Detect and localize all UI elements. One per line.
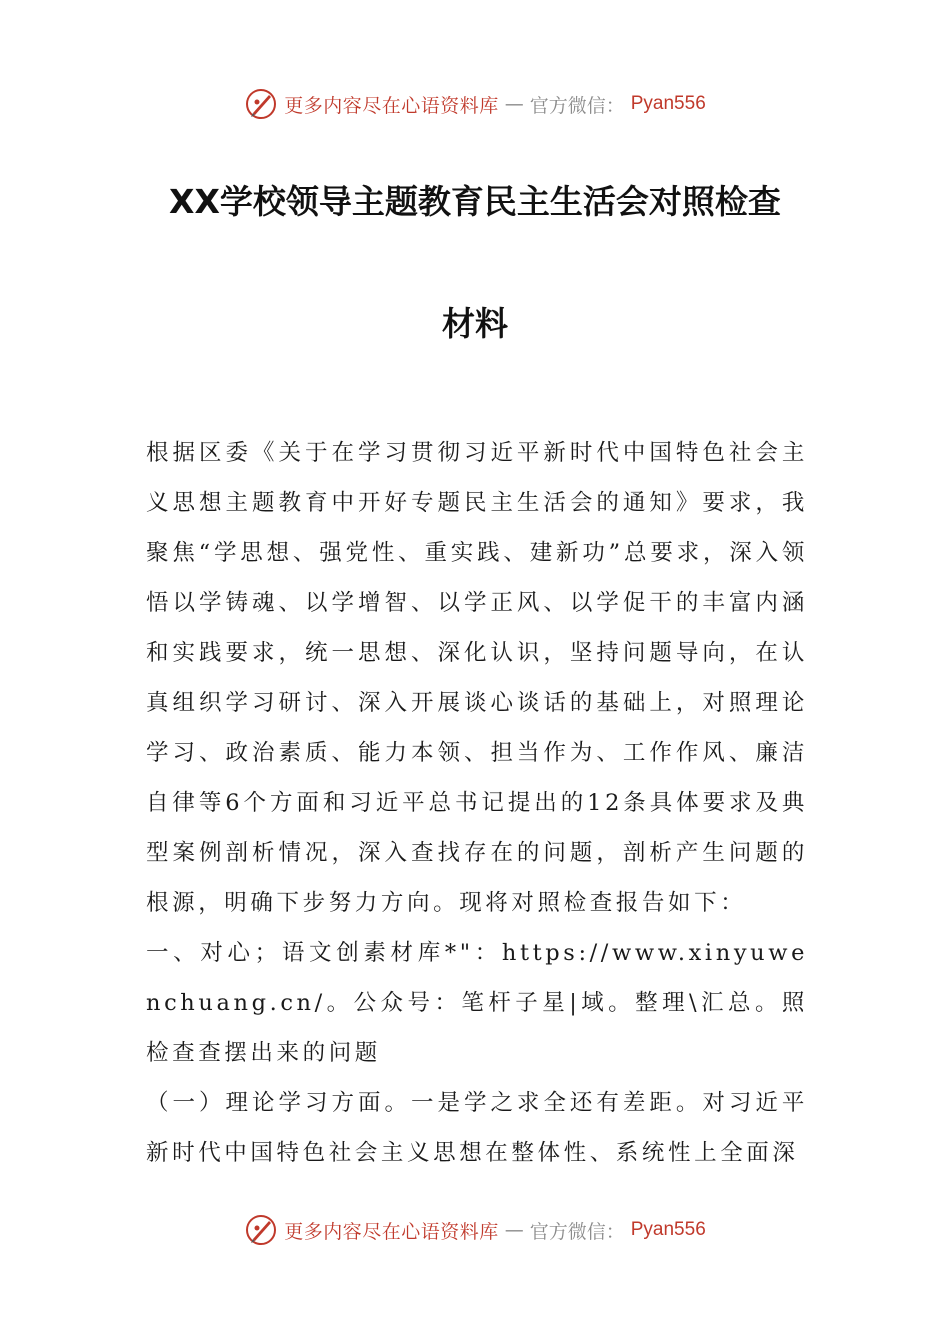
banner-separator: —: [504, 1219, 524, 1241]
banner-wechat-label: 官方微信：: [529, 94, 625, 117]
banner-wechat-id: Pyan556: [630, 1219, 706, 1240]
document-title-line2: 材料: [442, 304, 508, 343]
banner-wechat-id: Pyan556: [630, 93, 706, 114]
banner-text: 更多内容尽在心语资料库: [284, 94, 499, 117]
quill-logo-icon: [244, 87, 278, 121]
banner-wechat-label: 官方微信：: [529, 1220, 625, 1243]
footer-banner: [0, 1210, 950, 1250]
banner-separator: —: [504, 93, 524, 115]
paragraph-section-heading: 一、对心；语文创素材库*"：https://www.xinyuwenchuang.cn/。公众号：笔杆子星|域。整理\汇总。照检查查摆出来的问题: [146, 940, 808, 1066]
paragraph-intro: 根据区委《关于在学习贯彻习近平新时代中国特色社会主义思想主题教育中开好专题民主生活会的通知》要求，我聚焦“学思想、强党性、重实践、建新功”总要求，深入领悟以学铸魂、以学增智、以学正风、以学促干的丰富内涵和实践要求，统一思想、深化认识，坚持问题导向，在认真组织学习研讨、深入开展谈心谈话的基础上，对照理论学习、政治素质、能力本领、担当作为、工作作风、廉洁自律等6个方面和习近平总书记提出的12条具体要求及典型案例剖析情况，深入查找存在的问题，剖析产生问题的根源，明确下步努力方向。现将对照检查报告如下：: [146, 440, 808, 916]
document-body: [146, 428, 808, 1178]
paragraph-theory-study: （一）理论学习方面。一是学之求全还有差距。对习近平新时代中国特色社会主义思想在整体性、系统性上全面深: [146, 1090, 808, 1166]
banner-text: 更多内容尽在心语资料库: [284, 1220, 499, 1243]
header-banner: [0, 84, 950, 124]
document-title-line1: XX学校领导主题教育民主生活会对照检查: [169, 182, 781, 221]
quill-logo-icon: [244, 1213, 278, 1247]
